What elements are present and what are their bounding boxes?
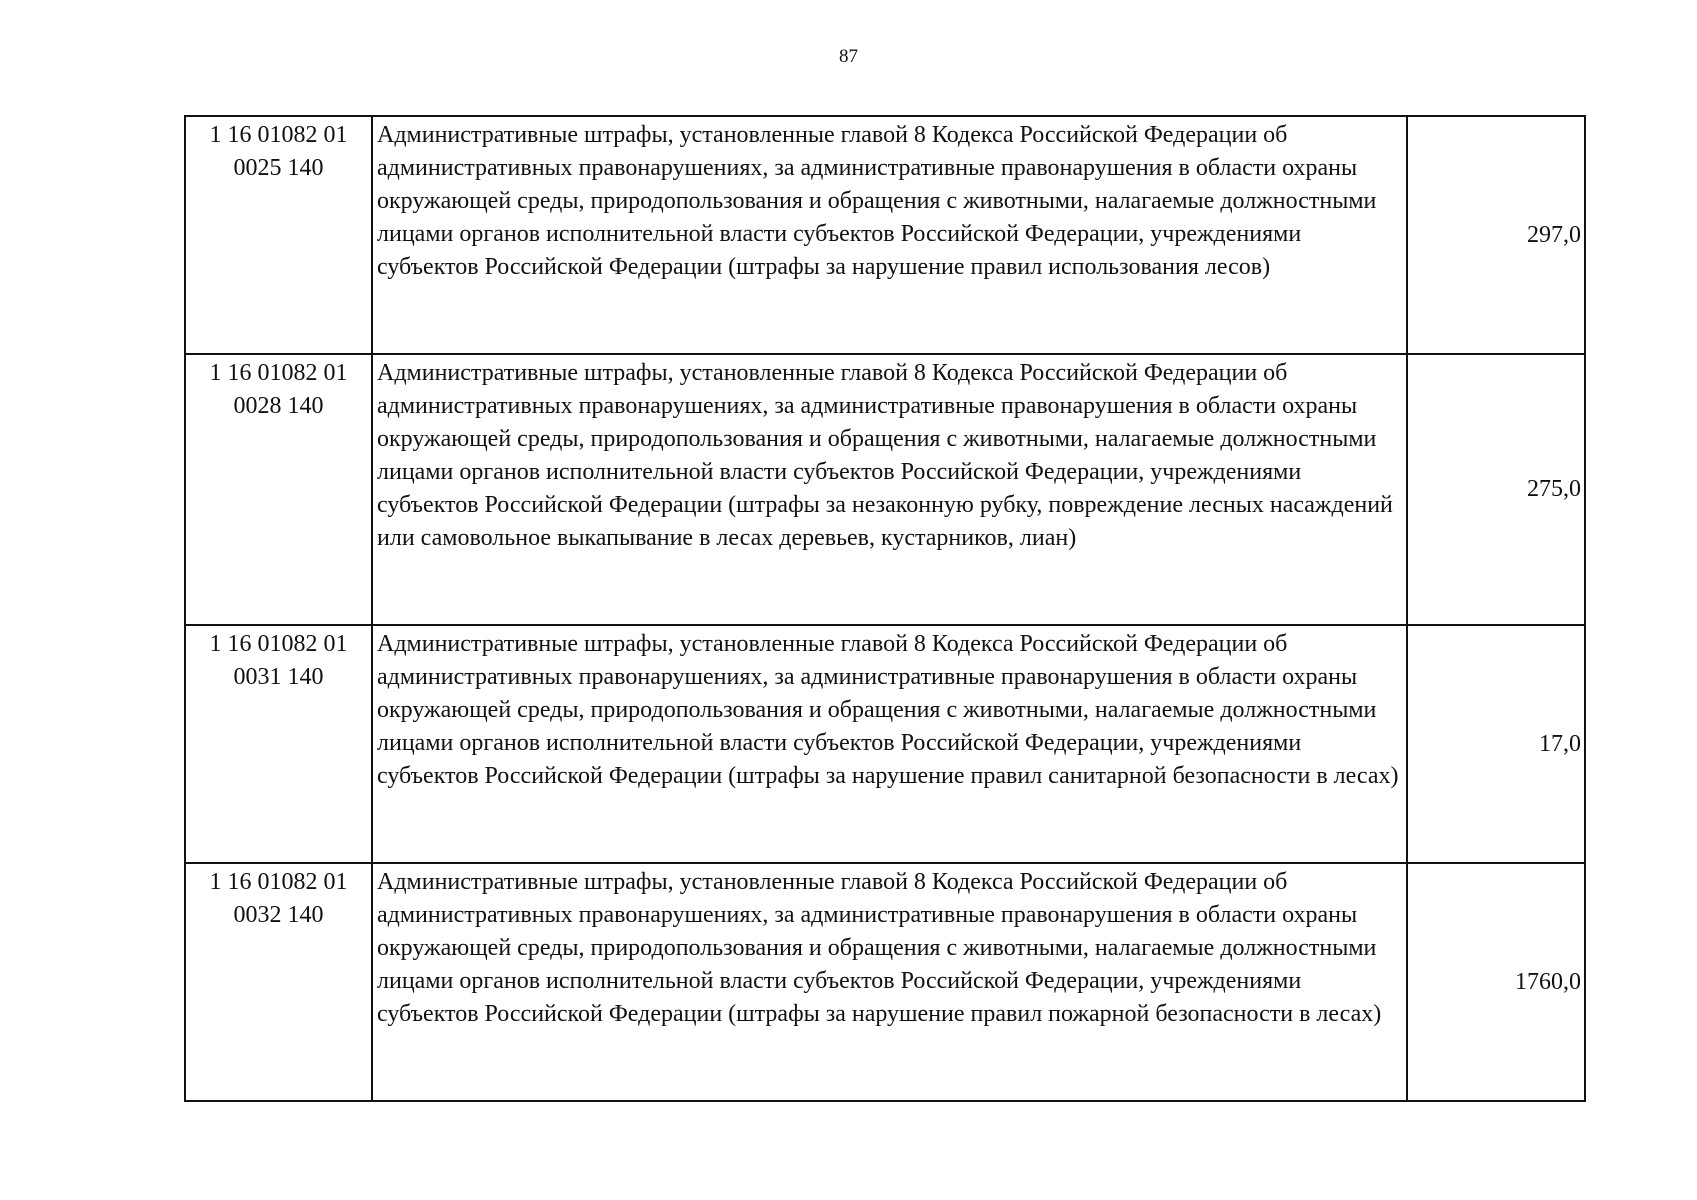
table-row xyxy=(185,625,1585,863)
revenue-description: Административные штрафы, установленные главой 8 Кодекса Российской Федерации об административных правонарушениях, за административные правонарушения в области охраны окружающей среды, природопользования и обращения с животными, налагаемые должностными лицами органов исполнительной власти субъектов Российской Федерации, учреждениями субъектов Российской Федерации (штрафы за нарушение правил использования лесов) xyxy=(372,116,1407,354)
table-row xyxy=(185,116,1585,354)
budget-classification-code: 1 16 01082 01 0031 140 xyxy=(185,625,372,863)
revenue-description: Административные штрафы, установленные главой 8 Кодекса Российской Федерации об административных правонарушениях, за административные правонарушения в области охраны окружающей среды, природопользования и обращения с животными, налагаемые должностными лицами органов исполнительной власти субъектов Российской Федерации, учреждениями субъектов Российской Федерации (штрафы за незаконную рубку, повреждение лесных насаждений или самовольное выкапывание в лесах деревьев, кустарников, лиан) xyxy=(372,354,1407,625)
table-row xyxy=(185,354,1585,625)
budget-classification-code: 1 16 01082 01 0025 140 xyxy=(185,116,372,354)
revenue-amount: 1760,0 xyxy=(1407,863,1585,1101)
revenue-amount: 297,0 xyxy=(1407,116,1585,354)
budget-revenue-table xyxy=(184,115,1586,1102)
revenue-amount: 17,0 xyxy=(1407,625,1585,863)
page-number: 87 xyxy=(839,46,858,67)
revenue-description: Административные штрафы, установленные главой 8 Кодекса Российской Федерации об административных правонарушениях, за административные правонарушения в области охраны окружающей среды, природопользования и обращения с животными, налагаемые должностными лицами органов исполнительной власти субъектов Российской Федерации, учреждениями субъектов Российской Федерации (штрафы за нарушение правил санитарной безопасности в лесах) xyxy=(372,625,1407,863)
revenue-description: Административные штрафы, установленные главой 8 Кодекса Российской Федерации об административных правонарушениях, за административные правонарушения в области охраны окружающей среды, природопользования и обращения с животными, налагаемые должностными лицами органов исполнительной власти субъектов Российской Федерации, учреждениями субъектов Российской Федерации (штрафы за нарушение правил пожарной безопасности в лесах) xyxy=(372,863,1407,1101)
table-row xyxy=(185,863,1585,1101)
budget-classification-code: 1 16 01082 01 0032 140 xyxy=(185,863,372,1101)
revenue-amount: 275,0 xyxy=(1407,354,1585,625)
budget-classification-code: 1 16 01082 01 0028 140 xyxy=(185,354,372,625)
